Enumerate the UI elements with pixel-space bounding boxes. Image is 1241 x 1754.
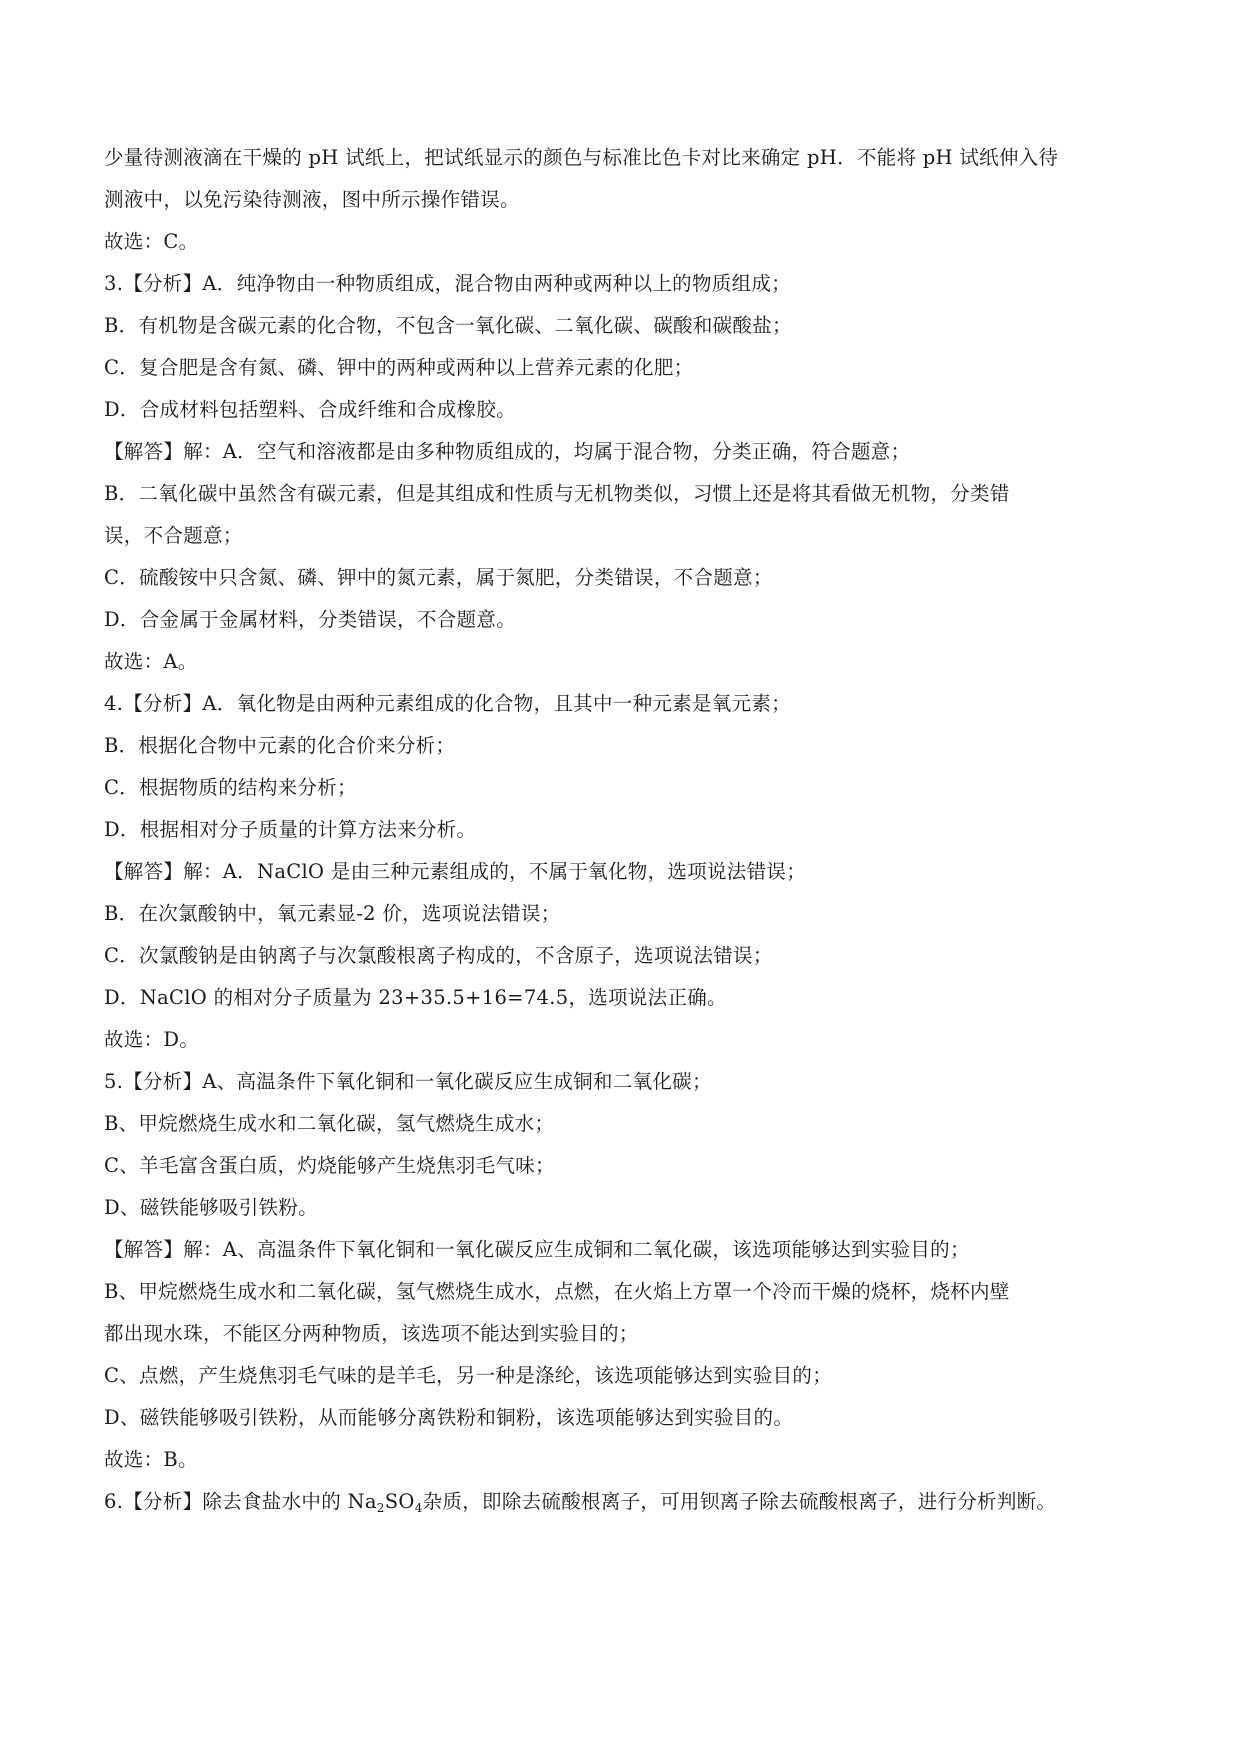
text-line: B．二氧化碳中虽然含有碳元素，但是其组成和性质与无机物类似，习惯上还是将其看做无机物，分类错 (104, 482, 1010, 505)
text-line: B、甲烷燃烧生成水和二氧化碳，氢气燃烧生成水，点燃，在火焰上方罩一个冷而干燥的烧杯，烧杯内壁 (104, 1280, 1010, 1303)
text-line: D．合金属于金属材料，分类错误，不合题意。 (104, 608, 516, 631)
text-line: 5.【分析】A、高温条件下氧化铜和一氧化碳反应生成铜和二氧化碳； (104, 1070, 712, 1093)
formula-text-before: 6.【分析】除去食盐水中的 Na (104, 1490, 377, 1513)
text-line: C．次氯酸钠是由钠离子与次氯酸根离子构成的，不含原子，选项说法错误； (104, 944, 773, 967)
text-line: 故选：A。 (104, 650, 198, 673)
text-line: C．根据物质的结构来分析； (104, 776, 357, 799)
text-line: C、羊毛富含蛋白质，灼烧能够产生烧焦羽毛气味； (104, 1154, 555, 1177)
text-line: 故选：C。 (104, 230, 199, 253)
text-line: 【解答】解：A、高温条件下氧化铜和一氧化碳反应生成铜和二氧化碳，该选项能够达到实验目的； (104, 1238, 970, 1261)
text-line: 故选：B。 (104, 1448, 198, 1471)
text-line: B、甲烷燃烧生成水和二氧化碳，氢气燃烧生成水； (104, 1112, 555, 1135)
text-line: C、点燃，产生烧焦羽毛气味的是羊毛，另一种是涤纶，该选项能够达到实验目的； (104, 1364, 833, 1387)
text-line: D．根据相对分子质量的计算方法来分析。 (104, 818, 477, 841)
text-line: 测液中，以免污染待测液，图中所示操作错误。 (104, 188, 520, 211)
text-line-formula (104, 1490, 1144, 1514)
text-line: B．有机物是含碳元素的化合物，不包含一氧化碳、二氧化碳、碳酸和碳酸盐； (104, 314, 792, 337)
text-line: D．NaClO 的相对分子质量为 23+35.5+16=74.5，选项说法正确。 (104, 986, 727, 1009)
text-line: B．根据化合物中元素的化合价来分析； (104, 734, 456, 757)
text-line: 3.【分析】A．纯净物由一种物质组成，混合物由两种或两种以上的物质组成； (104, 272, 791, 295)
text-line: 故选：D。 (104, 1028, 200, 1051)
formula-text-so: SO (384, 1490, 415, 1513)
text-line: 都出现水珠，不能区分两种物质，该选项不能达到实验目的； (104, 1322, 639, 1345)
formula-text-after: 杂质，即除去硫酸根离子，可用钡离子除去硫酸根离子，进行分析判断。 (422, 1490, 1057, 1513)
text-line: B．在次氯酸钠中，氧元素显-2 价，选项说法错误； (104, 902, 561, 925)
text-line: 【解答】解：A．NaClO 是由三种元素组成的，不属于氧化物，选项说法错误； (104, 860, 807, 883)
text-line: 误，不合题意； (104, 524, 243, 547)
text-line: D．合成材料包括塑料、合成纤维和合成橡胶。 (104, 398, 516, 421)
subscript-4: 4 (414, 1501, 423, 1515)
text-line: 少量待测液滴在干燥的 pH 试纸上，把试纸显示的颜色与标准比色卡对比来确定 pH．不能将 pH 试纸伸入待 (104, 146, 1059, 169)
document-page (104, 146, 1144, 1532)
text-line: 4.【分析】A．氧化物是由两种元素组成的化合物，且其中一种元素是氧元素； (104, 692, 791, 715)
text-line: C．硫酸铵中只含氮、磷、钾中的氮元素，属于氮肥，分类错误，不合题意； (104, 566, 773, 589)
subscript-2: 2 (376, 1501, 385, 1515)
text-line: C．复合肥是含有氮、磷、钾中的两种或两种以上营养元素的化肥； (104, 356, 694, 379)
text-line: 【解答】解：A．空气和溶液都是由多种物质组成的，均属于混合物，分类正确，符合题意； (104, 440, 911, 463)
text-line: D、磁铁能够吸引铁粉，从而能够分离铁粉和铜粉，该选项能够达到实验目的。 (104, 1406, 794, 1429)
text-line: D、磁铁能够吸引铁粉。 (104, 1196, 318, 1219)
